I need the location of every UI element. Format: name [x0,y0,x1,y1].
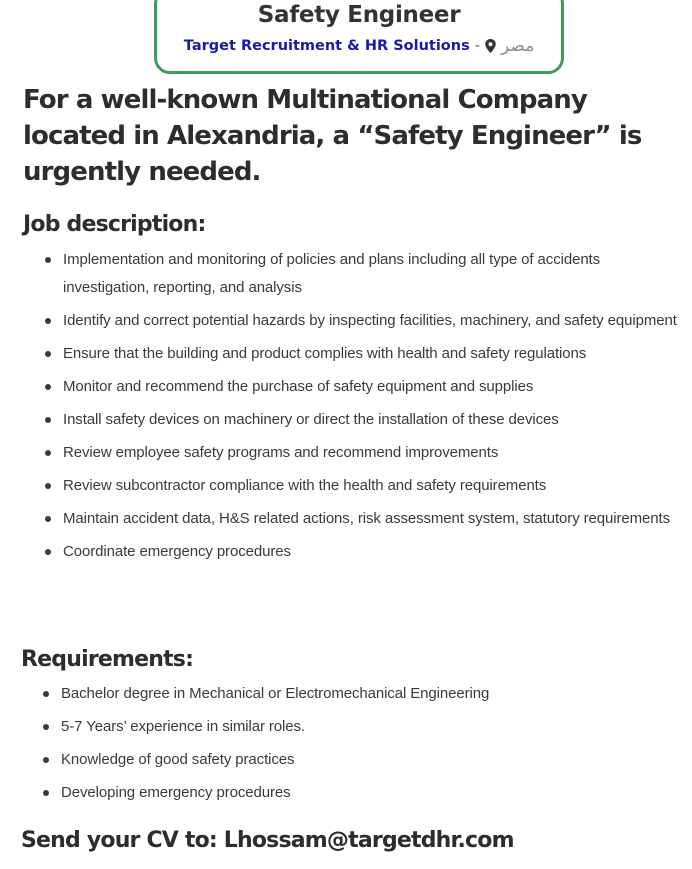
list-item [43,505,683,533]
requirements-heading: Requirements: [21,647,194,672]
list-item-text: Developing emergency procedures [61,784,291,801]
list-item-text: Knowledge of good safety practices [61,751,295,768]
job-description-list [23,246,683,566]
list-item-text: Ensure that the building and product complies with health and safety regulations [63,345,587,362]
job-description-heading: Job description: [23,212,206,237]
company-location-line [157,36,561,56]
list-item-text: Coordinate emergency procedures [63,543,291,560]
bullet-icon [45,384,51,390]
list-item [43,472,683,500]
list-item [43,373,683,401]
bullet-icon [43,691,49,697]
list-item-text: Monitor and recommend the purchase of safety equipment and supplies [63,378,534,395]
bullet-icon [43,724,49,730]
list-item [41,746,681,774]
contact-email-link[interactable]: Lhossam@targetdhr.com [223,828,514,853]
list-item-text: Implementation and monitoring of policies and plans including all type of accidents investigation, reporting, and analysis [63,251,601,296]
bullet-icon [45,417,51,423]
list-item [43,340,683,368]
job-headline: For a well-known Multinational Company located in Alexandria, a “Safety Engineer” is urgently needed. [23,85,642,187]
list-item [43,246,683,302]
list-item-text: 5-7 Years’ experience in similar roles. [61,718,305,735]
bullet-icon [45,549,51,555]
list-item [43,406,683,434]
requirements-section [21,680,681,812]
bullet-icon [45,516,51,522]
job-header-card [154,0,564,74]
bullet-icon [45,351,51,357]
bullet-icon [45,483,51,489]
company-link[interactable]: Target Recruitment & HR Solutions [183,38,470,54]
list-item-text: Maintain accident data, H&S related actions, risk assessment system, statutory requirements [63,510,670,527]
separator: - [474,38,480,54]
requirements-list [21,680,681,807]
bullet-icon [43,790,49,796]
list-item [43,439,683,467]
contact-line [21,826,514,856]
list-item-text: Review subcontractor compliance with the health and safety requirements [63,477,547,494]
contact-label: Send your CV to: [21,828,224,853]
map-pin-icon [485,39,496,53]
list-item [41,713,681,741]
list-item-text: Review employee safety programs and recommend improvements [63,444,499,461]
job-title: Safety Engineer [257,2,461,28]
bullet-icon [43,757,49,763]
bullet-icon [45,318,51,324]
list-item-text: Install safety devices on machinery or direct the installation of these devices [63,411,559,428]
bullet-icon [45,257,51,263]
list-item [41,779,681,807]
job-content [23,82,683,571]
list-item [43,307,683,335]
list-item-text: Bachelor degree in Mechanical or Electromechanical Engineering [61,685,490,702]
list-item [43,538,683,566]
list-item-text: Identify and correct potential hazards by inspecting facilities, machinery, and safety equipment [63,312,677,329]
location-text: مصر [500,36,535,56]
list-item [41,680,681,708]
bullet-icon [45,450,51,456]
